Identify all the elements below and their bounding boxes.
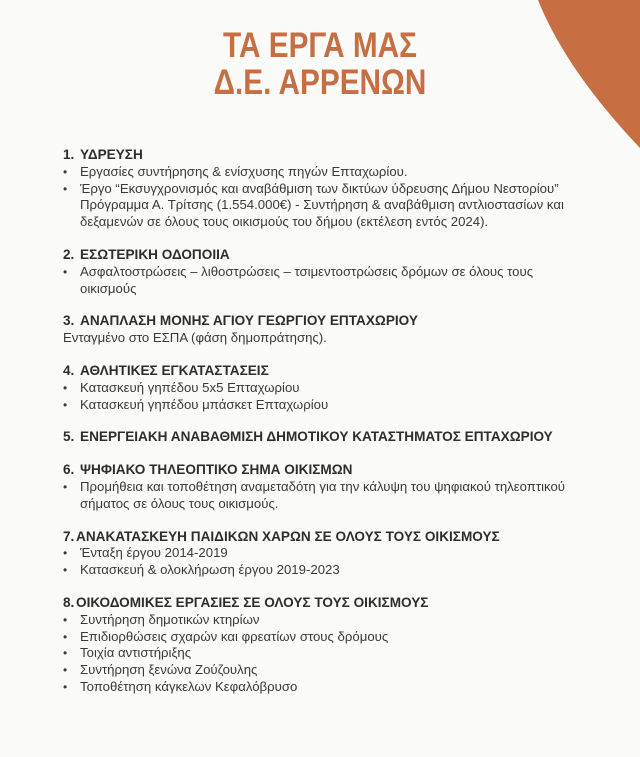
bullet-icon: •	[63, 679, 68, 694]
section-energeiaki-anavathmisi	[63, 429, 582, 446]
section-title: ΨΗΦΙΑΚΟ ΤΗΛΕΟΠΤΙΚΟ ΣΗΜΑ ΟΙΚΙΣΜΩΝ	[80, 462, 353, 478]
bullet-list	[63, 545, 582, 579]
bullet-icon: •	[63, 546, 68, 561]
bullet-text: Συντήρηση ξενώνα Ζούζουλης	[80, 662, 258, 678]
section-title: ΥΔΡΕΥΣΗ	[80, 147, 143, 162]
section-heading	[63, 595, 582, 612]
section-number: 1.	[63, 147, 75, 162]
section-number: 2.	[63, 246, 75, 262]
bullet-icon: •	[63, 264, 68, 279]
section-heading	[63, 462, 582, 479]
list-item	[63, 662, 582, 679]
list-item	[63, 264, 582, 298]
section-heading	[63, 313, 582, 330]
section-number: 7.	[63, 528, 75, 544]
bullet-text: Προμήθεια και τοποθέτηση αναμεταδότη για την κάλυψη του ψηφιακού τηλεοπτικού σήματος σε όλους τους οικισμούς.	[80, 478, 565, 511]
bullet-icon: •	[63, 164, 68, 179]
bullet-icon: •	[63, 563, 68, 578]
section-number: 8.	[63, 594, 75, 610]
list-item	[63, 645, 582, 662]
bullet-icon: •	[63, 181, 68, 196]
page-title-line1: ΤΑ ΕΡΓΑ ΜΑΣ	[223, 26, 417, 65]
projects-list	[0, 147, 640, 696]
list-item	[63, 479, 582, 513]
list-item	[63, 181, 582, 231]
bullet-text: Ένταξη έργου 2014-2019	[80, 545, 228, 561]
section-title: ΟΙΚΟΔΟΜΙΚΕΣ ΕΡΓΑΣΙΕΣ ΣΕ ΟΛΟΥΣ ΤΟΥΣ ΟΙΚΙΣΜΟΥΣ	[76, 594, 429, 610]
bullet-text: Κατασκευή γηπέδου 5x5 Επταχωρίου	[80, 379, 300, 395]
list-item	[63, 612, 582, 629]
list-item	[63, 380, 582, 397]
bullet-text: Εργασίες συντήρησης & ενίσχυσης πηγών Επταχωρίου.	[80, 163, 408, 179]
section-esoteriki-odopoiia	[63, 247, 582, 297]
bullet-icon: •	[63, 663, 68, 678]
section-title: ΕΝΕΡΓΕΙΑΚΗ ΑΝΑΒΑΘΜΙΣΗ ΔΗΜΟΤΙΚΟΥ ΚΑΤΑΣΤΗΜΑΤΟΣ ΕΠΤΑΧΩΡΙΟΥ	[80, 429, 553, 445]
section-psifiako-sima	[63, 462, 582, 512]
section-number: 3.	[63, 313, 75, 329]
section-title: ΑΘΛΗΤΙΚΕΣ ΕΓΚΑΤΑΣΤΑΣΕΙΣ	[80, 362, 269, 378]
section-heading	[63, 247, 582, 264]
section-oikodomikes-ergasies	[63, 595, 582, 696]
bullet-list	[63, 612, 582, 696]
section-note: Ενταγμένο στο ΕΣΠΑ (φάση δημοπράτησης).	[63, 330, 327, 346]
bullet-text: Συντήρηση δημοτικών κτηρίων	[80, 611, 260, 627]
section-heading	[63, 147, 582, 164]
section-number: 4.	[63, 362, 75, 378]
section-number: 5.	[63, 429, 75, 445]
bullet-text: Τοιχία αντιστήριξης	[80, 645, 192, 661]
bullet-icon: •	[63, 380, 68, 395]
section-anaplasi-monis	[63, 313, 582, 347]
page-title-line2: Δ.Ε. ΑΡΡΕΝΩΝ	[213, 63, 427, 102]
section-heading	[63, 529, 582, 546]
bullet-list	[63, 479, 582, 513]
bullet-list	[63, 264, 582, 298]
section-title: ΑΝΑΠΛΑΣΗ ΜΟΝΗΣ ΑΓΙΟΥ ΓΕΩΡΓΙΟΥ ΕΠΤΑΧΩΡΙΟΥ	[80, 313, 418, 329]
bullet-text: Έργο “Εκσυγχρονισμός και αναβάθμιση των δικτύων ύδρευσης Δήμου Νεστορίου” Πρόγραμμα Α. Τρίτσης (1.554.000€) - Συντήρηση & αναβάθμιση αντλιοστασίων και δεξαμενών σε όλους τους οικισμούς του δήμου (εκτέλεση εντός 2024).	[80, 180, 564, 230]
list-item	[63, 629, 582, 646]
list-item	[63, 562, 582, 579]
bullet-list	[63, 380, 582, 414]
bullet-icon: •	[63, 629, 68, 644]
list-item	[63, 397, 582, 414]
bullet-icon: •	[63, 479, 68, 494]
section-title: ΑΝΑΚΑΤΑΣΚΕΥΗ ΠΑΙΔΙΚΩΝ ΧΑΡΩΝ ΣΕ ΟΛΟΥΣ ΤΟΥΣ ΟΙΚΙΣΜΟΥΣ	[76, 528, 500, 544]
bullet-icon: •	[63, 646, 68, 661]
section-number: 6.	[63, 462, 75, 478]
bullet-text: Επιδιορθώσεις σχαρών και φρεατίων στους δρόμους	[80, 628, 389, 644]
bullet-text: Ασφαλτοστρώσεις – λιθοστρώσεις – τσιμεντοστρώσεις δρόμων σε όλους τους οικισμούς	[80, 263, 534, 296]
bullet-text: Τοποθέτηση κάγκελων Κεφαλόβρυσο	[80, 678, 298, 694]
section-heading	[63, 363, 582, 380]
bullet-icon: •	[63, 397, 68, 412]
section-heading	[63, 429, 582, 446]
bullet-icon: •	[63, 612, 68, 627]
list-item	[63, 679, 582, 696]
bullet-text: Κατασκευή & ολοκλήρωση έργου 2019-2023	[80, 562, 340, 578]
list-item	[63, 164, 582, 181]
bullet-list	[63, 164, 582, 231]
bullet-text: Κατασκευή γηπέδου μπάσκετ Επταχωρίου	[80, 396, 329, 412]
list-item	[63, 545, 582, 562]
section-athlitikes-egkatastaseis	[63, 363, 582, 413]
section-paidikes-chares	[63, 529, 582, 579]
section-title: ΕΣΩΤΕΡΙΚΗ ΟΔΟΠΟΙΙΑ	[80, 246, 230, 262]
section-ydreysi	[63, 147, 582, 231]
